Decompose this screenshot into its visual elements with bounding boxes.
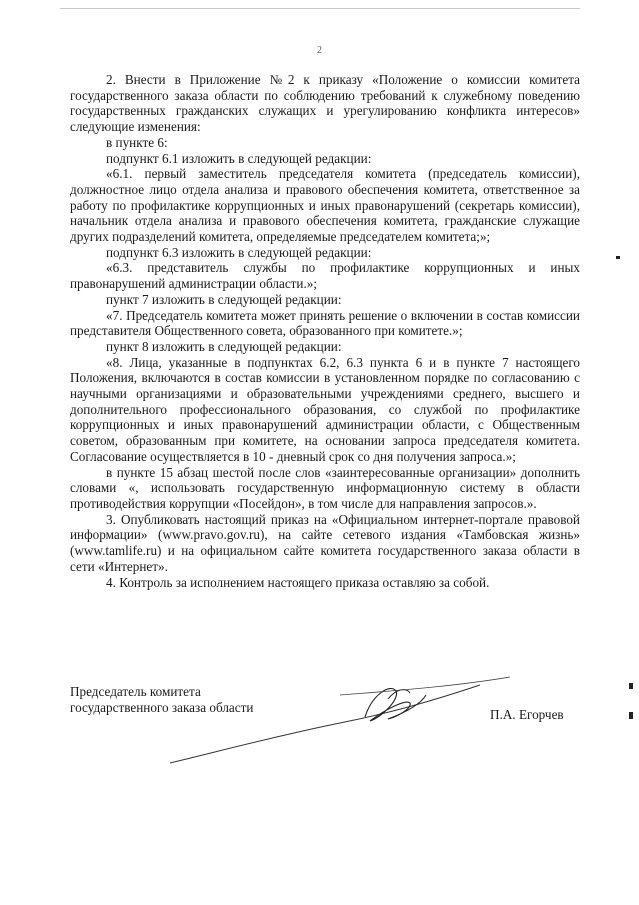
paragraph-point-15: в пункте 15 абзац шестой после слов «заинтересованные организации» дополнить словами «, использовать государственную информационную систему в области противодействия коррупции «Посейдон», в том числе для направления запросов.».: [70, 464, 580, 511]
paragraph-point-8-intro: пункт 8 изложить в следующей редакции:: [106, 338, 342, 354]
scan-margin-mark: [629, 683, 633, 689]
paragraph-point-7-text: «7. Председатель комитета может принять решение о включении в состав комиссии представителя Общественного совета, образованного при комитете.»;: [70, 307, 580, 339]
paragraph-item-4: 4. Контроль за исполнением настоящего приказа оставляю за собой.: [106, 574, 490, 590]
paragraph-point-8-text: «8. Лица, указанные в подпунктах 6.2, 6.3 пункта 6 и в пункте 7 настоящего Положения, включаются в состав комиссии в установленном порядке по согласованию с научными организациями и образовательными учреждениями среднего, высшего и дополнительного профессионального образования, со службой по профилактике коррупционных и иных правонарушений администрации области, с Общественным советом, образованным при комитете, на основании запроса председателя комитета. Согласование осуществляется в 10 - дневный срок со дня получения запроса.»;: [70, 354, 580, 464]
document-body: [70, 72, 580, 590]
paragraph-in-point-6: в пункте 6:: [106, 134, 168, 150]
signatory-name: П.А. Егорчев: [490, 707, 564, 722]
scan-margin-mark: [629, 712, 633, 719]
paragraph-subpoint-6-1-text: «6.1. первый заместитель председателя комитета (председатель комиссии), должностное лицо отдела анализа и правового обеспечения комитета, ответственное за работу по профилактике коррупционных и иных правонарушений (секретарь комиссии), начальник отдела анализа и правового обеспечения комитета, гражданские служащие других подразделений комитета, определяемые председателем комитета;»;: [70, 166, 580, 245]
paragraph-subpoint-6-3-text: «6.3. представитель службы по профилактике коррупционных и иных правонарушений администрации области.»;: [70, 260, 580, 292]
paragraph-item-2: 2. Внести в Приложение №2 к приказу «Положение о комиссии комитета государственного заказа области по соблюдению требований к служебному поведению государственных гражданских служащих и урегулированию конфликта интересов» следующие изменения:: [70, 72, 580, 135]
signatory-position-line2: государственного заказа области: [70, 700, 254, 715]
page-number: 2: [317, 45, 322, 56]
handwritten-signature: [160, 665, 540, 785]
paragraph-point-7-intro: пункт 7 изложить в следующей редакции:: [106, 291, 342, 307]
paragraph-subpoint-6-1-intro: подпункт 6.1 изложить в следующей редакции:: [106, 150, 372, 166]
paragraph-subpoint-6-3-intro: подпункт 6.3 изложить в следующей редакции:: [106, 244, 372, 260]
scan-edge-line: [60, 8, 580, 9]
scan-margin-mark: [616, 256, 620, 259]
signatory-position-line1: Председатель комитета: [70, 684, 201, 699]
paragraph-item-3: 3. Опубликовать настоящий приказ на «Официальном интернет-портале правовой информации» (www.pravo.gov.ru), на сайте сетевого издания «Тамбовская жизнь» (www.tamlife.ru) и на официальном сайте комитета государственного заказа области в сети «Интернет».: [70, 511, 580, 574]
